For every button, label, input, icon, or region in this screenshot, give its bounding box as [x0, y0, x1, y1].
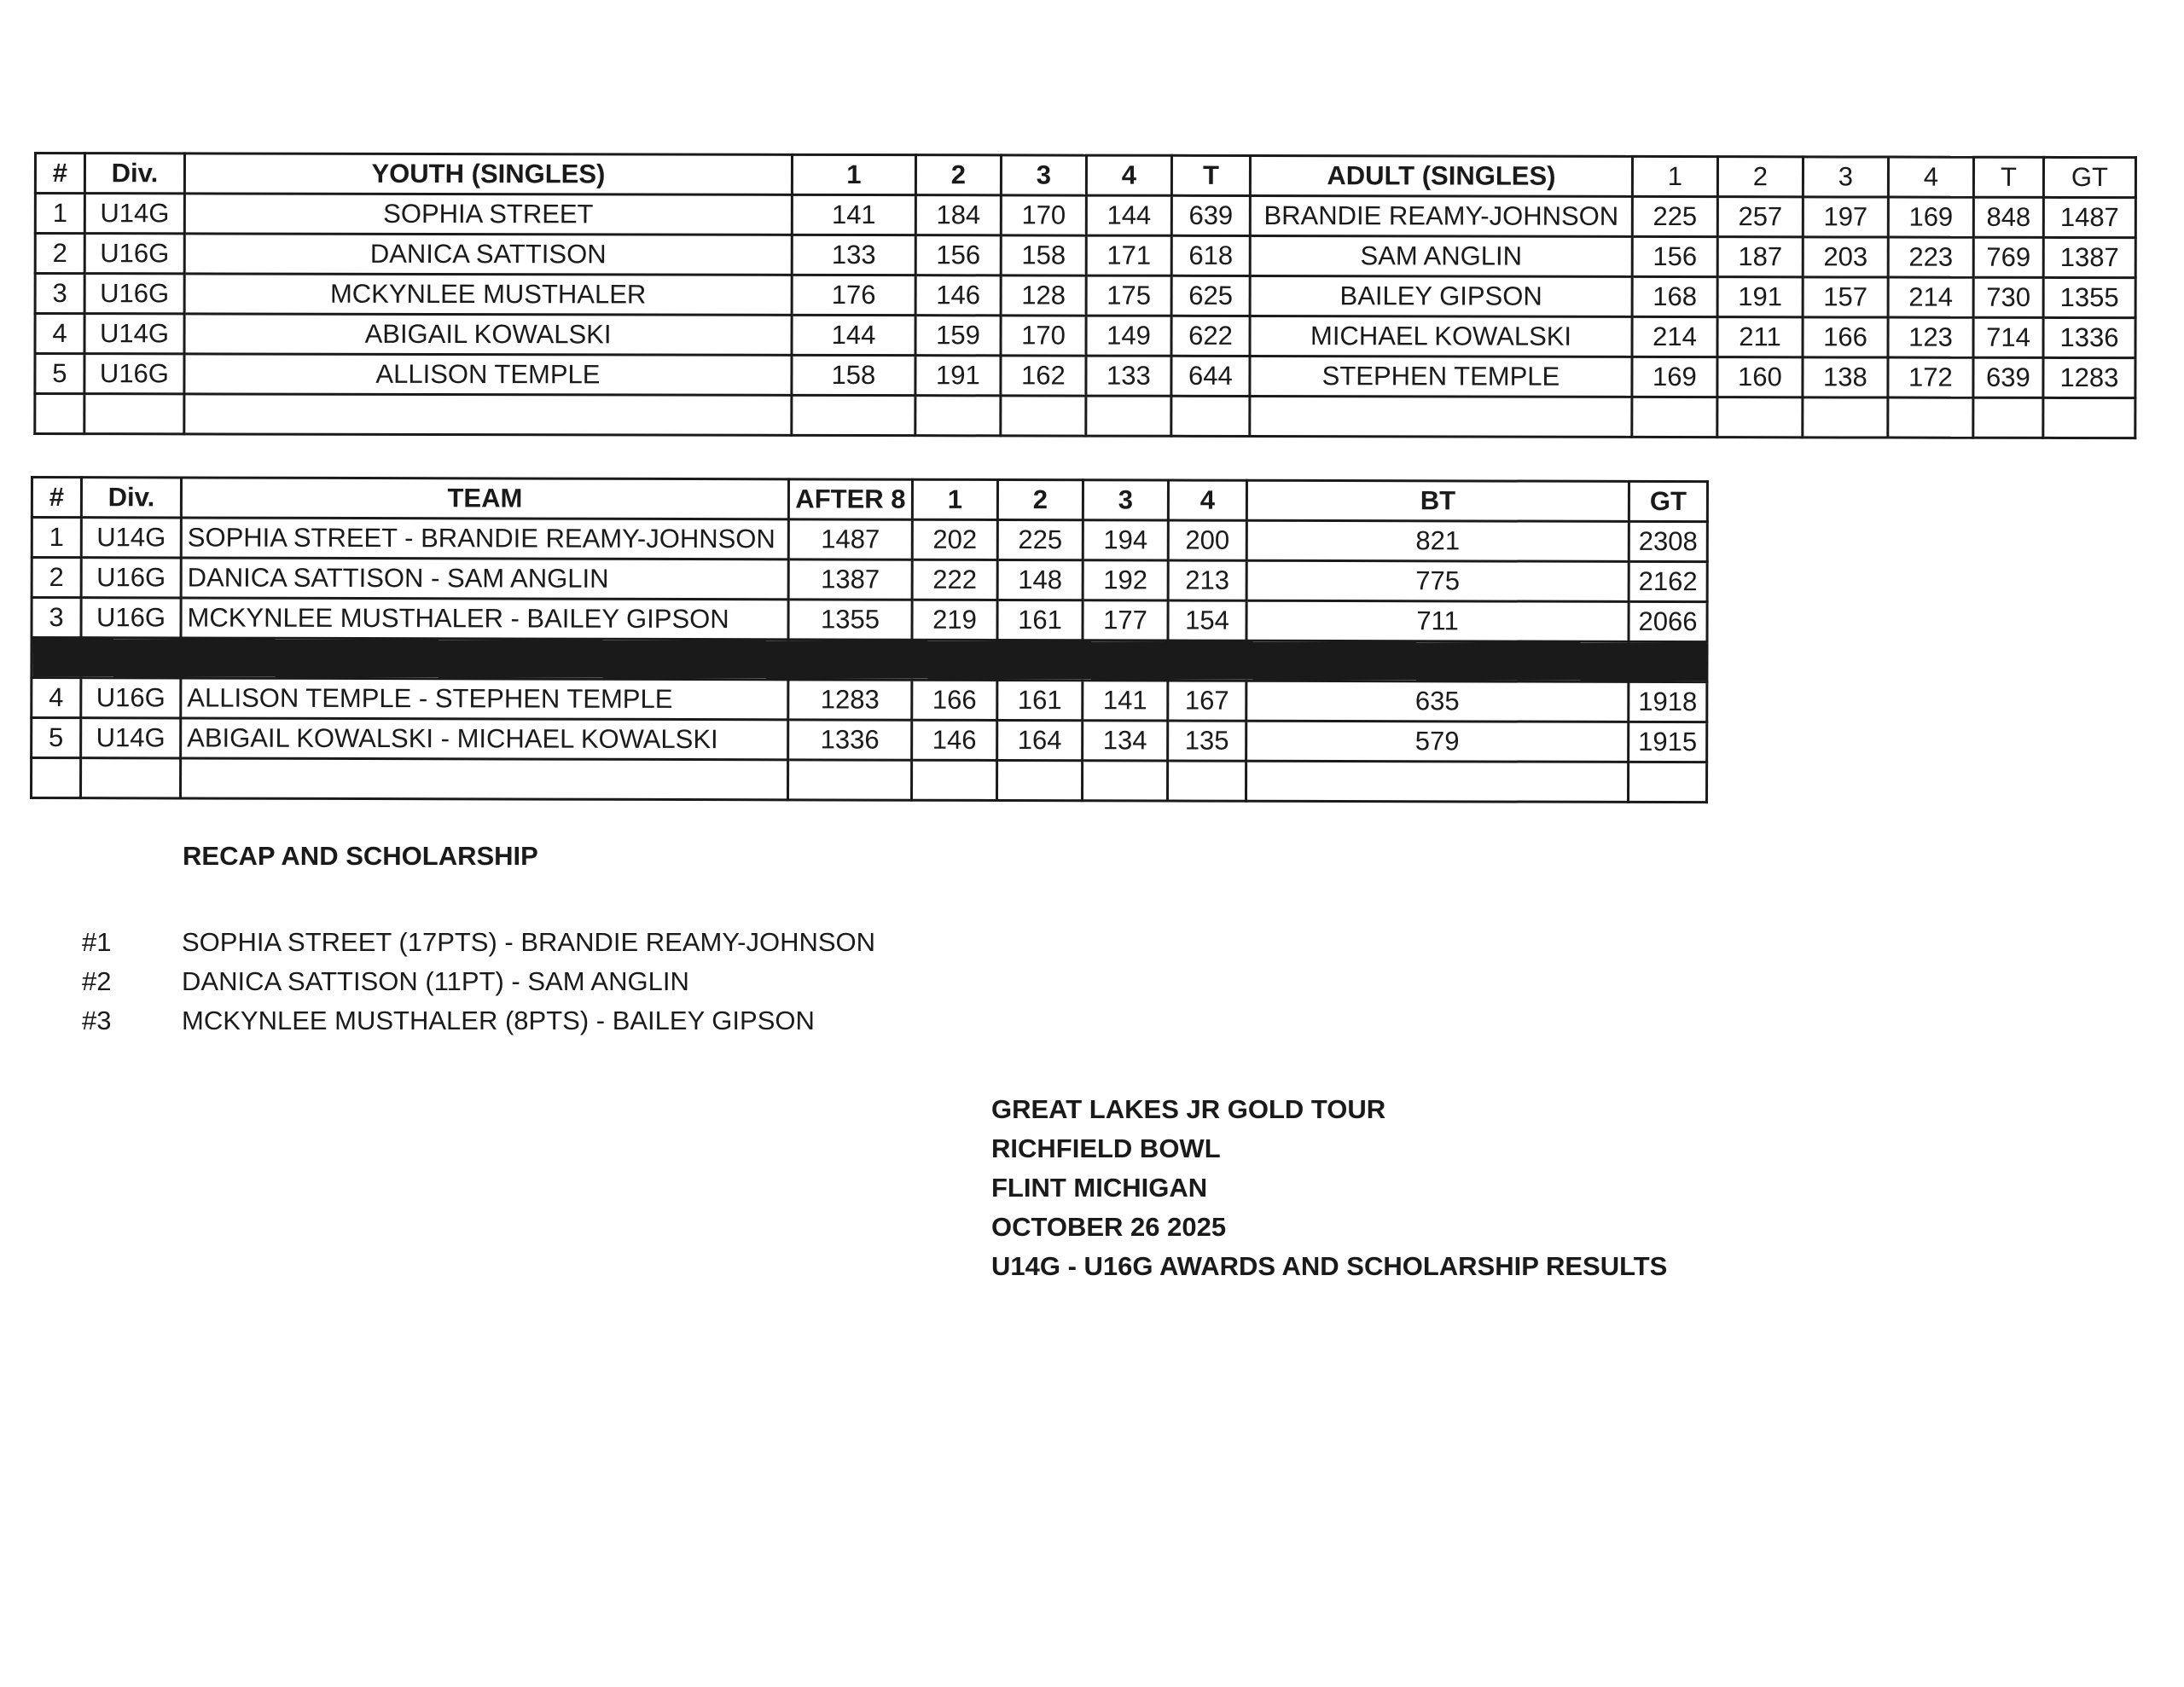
singles-cell-adult-game1: 156 — [1632, 236, 1717, 276]
team-cell-game4: 154 — [1168, 600, 1246, 641]
singles-empty-cell — [35, 394, 84, 434]
singles-cell-youth-game4: 133 — [1086, 356, 1171, 396]
team-cell-gt: 1915 — [1629, 722, 1707, 762]
event-venue: RICHFIELD BOWL — [991, 1133, 1221, 1163]
team-cell-division: U14G — [81, 518, 181, 558]
singles-empty-cell — [1803, 397, 1888, 438]
singles-cell-youth-game1: 141 — [792, 194, 915, 235]
team-empty-cell — [81, 758, 181, 798]
singles-cell-adult-name: MICHAEL KOWALSKI — [1250, 316, 1632, 357]
col-grand-total-header: GT — [2043, 157, 2135, 197]
singles-empty-cell — [915, 396, 1001, 436]
singles-cell-youth-total: 639 — [1171, 195, 1250, 235]
singles-cell-youth-game1: 133 — [792, 235, 915, 275]
singles-row — [35, 314, 2135, 358]
team-cell-game2: 161 — [997, 600, 1083, 640]
singles-cell-adult-game2: 187 — [1717, 237, 1803, 277]
team-empty-cell — [1083, 761, 1168, 801]
singles-cell-youth-game3: 170 — [1001, 316, 1086, 356]
recap-rank: #2 — [82, 966, 112, 996]
team-cell-gt: 2162 — [1629, 561, 1707, 601]
singles-cell-grand-total: 1387 — [2043, 237, 2135, 277]
singles-cell-adult-game4: 123 — [1888, 317, 1973, 357]
team-row — [32, 598, 1707, 642]
col-rank-header: # — [35, 154, 84, 194]
col-youth-game1-header: 1 — [792, 154, 915, 194]
singles-empty-cell — [1001, 396, 1086, 436]
team-col-gt-header: GT — [1629, 481, 1707, 521]
team-cell-game1: 166 — [912, 680, 997, 720]
col-adult-game1-header: 1 — [1632, 156, 1717, 196]
singles-cell-adult-game3: 166 — [1803, 317, 1888, 357]
singles-cell-adult-name: BRANDIE REAMY-JOHNSON — [1250, 195, 1632, 236]
col-adult-game2-header: 2 — [1717, 157, 1803, 197]
singles-cell-youth-game2: 184 — [915, 195, 1001, 235]
singles-cell-youth-total: 644 — [1171, 356, 1250, 396]
recap-item — [82, 923, 875, 962]
singles-cell-youth-name: SOPHIA STREET — [184, 194, 792, 235]
col-youth-game3-header: 3 — [1001, 155, 1086, 195]
singles-cell-adult-total: 730 — [1973, 277, 2043, 317]
singles-cell-rank: 5 — [35, 354, 84, 394]
recap-rank: #3 — [82, 1006, 112, 1035]
event-date: OCTOBER 26 2025 — [991, 1212, 1227, 1242]
team-cell-bt: 775 — [1246, 560, 1629, 601]
team-cell-game2: 164 — [997, 720, 1083, 760]
singles-cell-adult-total: 714 — [1973, 317, 2043, 357]
singles-cell-adult-game1: 169 — [1632, 357, 1717, 397]
team-empty-cell — [788, 760, 912, 800]
singles-row — [35, 234, 2135, 278]
singles-empty-cell — [84, 394, 184, 434]
singles-cell-youth-game4: 175 — [1086, 275, 1171, 316]
singles-empty-cell — [1888, 397, 1973, 438]
singles-empty-cell — [1250, 396, 1632, 437]
cutoff-divider-cell — [32, 638, 1707, 682]
team-body — [32, 518, 1708, 803]
team-cell-game2: 161 — [997, 680, 1083, 720]
team-cell-game3: 134 — [1083, 721, 1168, 761]
team-col-game3-header: 3 — [1083, 480, 1168, 520]
team-cell-game4: 213 — [1168, 560, 1246, 600]
singles-cell-grand-total: 1487 — [2043, 197, 2135, 237]
team-cell-after8: 1355 — [788, 600, 912, 640]
singles-cell-rank: 3 — [35, 274, 84, 314]
singles-cell-youth-game3: 128 — [1001, 275, 1086, 316]
singles-cell-youth-game2: 159 — [915, 316, 1001, 356]
team-cell-after8: 1336 — [788, 720, 912, 760]
team-col-after8-header: AFTER 8 — [788, 479, 912, 519]
singles-row — [35, 274, 2135, 318]
team-row — [32, 518, 1707, 562]
team-col-game2-header: 2 — [997, 479, 1083, 519]
singles-cell-youth-name: ALLISON TEMPLE — [184, 354, 792, 395]
singles-cell-adult-name: STEPHEN TEMPLE — [1250, 356, 1632, 397]
team-cell-team-name: ALLISON TEMPLE - STEPHEN TEMPLE — [181, 678, 788, 720]
team-empty-cell — [32, 758, 81, 798]
team-cell-game1: 146 — [912, 720, 997, 760]
singles-cell-youth-game1: 176 — [792, 275, 915, 315]
singles-cell-adult-game1: 225 — [1632, 196, 1717, 236]
singles-cell-division: U16G — [84, 354, 184, 394]
cutoff-divider-bar — [32, 638, 1707, 682]
team-cell-division: U16G — [81, 678, 181, 718]
team-cell-team-name: ABIGAIL KOWALSKI - MICHAEL KOWALSKI — [181, 718, 788, 760]
col-adult-header: ADULT (SINGLES) — [1250, 155, 1632, 196]
singles-cell-youth-game3: 162 — [1001, 356, 1086, 396]
singles-cell-youth-total: 622 — [1171, 316, 1250, 356]
team-cell-game4: 200 — [1168, 520, 1246, 560]
singles-cell-rank: 1 — [35, 194, 84, 234]
team-cell-game1: 202 — [912, 519, 997, 559]
singles-cell-adult-game1: 168 — [1632, 276, 1717, 316]
singles-cell-adult-game3: 157 — [1803, 277, 1888, 317]
singles-cell-adult-game2: 257 — [1717, 197, 1803, 237]
singles-cell-grand-total: 1283 — [2043, 357, 2135, 397]
team-cell-game2: 148 — [997, 559, 1083, 600]
singles-empty-cell — [1171, 396, 1250, 436]
singles-cell-division: U14G — [84, 194, 184, 234]
col-youth-game4-header: 4 — [1086, 155, 1171, 195]
singles-cell-adult-name: BAILEY GIPSON — [1250, 275, 1632, 316]
singles-cell-adult-game4: 172 — [1888, 357, 1973, 397]
col-adult-game4-header: 4 — [1888, 157, 1973, 197]
team-col-bt-header: BT — [1246, 480, 1629, 521]
singles-empty-cell — [1086, 396, 1171, 436]
team-cell-game4: 167 — [1168, 681, 1246, 721]
team-cell-game3: 177 — [1083, 600, 1168, 641]
singles-cell-youth-game4: 149 — [1086, 316, 1171, 356]
singles-cell-division: U14G — [84, 314, 184, 354]
singles-results-table — [33, 152, 2137, 439]
singles-cell-youth-game4: 144 — [1086, 195, 1171, 235]
singles-cell-division: U16G — [84, 274, 184, 314]
team-empty-cell — [912, 760, 997, 800]
team-cell-after8: 1283 — [788, 680, 912, 720]
team-col-rank-header: # — [32, 478, 81, 518]
singles-cell-adult-game3: 197 — [1803, 197, 1888, 237]
team-cell-rank: 5 — [32, 718, 81, 758]
team-cell-team-name: DANICA SATTISON - SAM ANGLIN — [181, 558, 788, 600]
team-cell-division: U14G — [81, 718, 181, 758]
singles-cell-adult-game3: 138 — [1803, 357, 1888, 397]
singles-cell-adult-game2: 211 — [1717, 317, 1803, 357]
team-empty-row — [32, 758, 1707, 803]
col-division-header: Div. — [84, 154, 184, 194]
col-adult-game3-header: 3 — [1803, 157, 1888, 197]
singles-cell-youth-game2: 156 — [915, 235, 1001, 275]
team-cell-rank: 4 — [32, 678, 81, 718]
singles-empty-row — [35, 394, 2135, 438]
recap-item — [82, 962, 875, 1001]
team-col-game1-header: 1 — [912, 479, 997, 519]
team-col-division-header: Div. — [81, 478, 181, 518]
col-adult-total-header: T — [1973, 157, 2043, 197]
singles-cell-division: U16G — [84, 234, 184, 274]
singles-cell-youth-game2: 146 — [915, 275, 1001, 316]
col-youth-header: YOUTH (SINGLES) — [184, 154, 792, 194]
singles-row — [35, 194, 2135, 238]
singles-cell-youth-game2: 191 — [915, 356, 1001, 396]
team-col-team-header: TEAM — [181, 478, 788, 519]
singles-cell-adult-total: 848 — [1973, 197, 2043, 237]
singles-cell-adult-game4: 223 — [1888, 237, 1973, 277]
team-cell-after8: 1387 — [788, 559, 912, 600]
team-cell-game3: 141 — [1083, 681, 1168, 721]
recap-text: SOPHIA STREET (17PTS) - BRANDIE REAMY-JOHNSON — [182, 927, 876, 957]
event-subtitle: U14G - U16G AWARDS AND SCHOLARSHIP RESULTS — [991, 1251, 1668, 1281]
team-cell-bt: 635 — [1246, 681, 1629, 722]
singles-cell-youth-game4: 171 — [1086, 235, 1171, 275]
singles-cell-youth-game1: 144 — [792, 315, 915, 355]
team-empty-cell — [1168, 761, 1246, 801]
col-youth-total-header: T — [1171, 155, 1250, 195]
singles-cell-adult-game2: 191 — [1717, 277, 1803, 317]
singles-empty-cell — [2043, 397, 2135, 438]
team-cell-after8: 1487 — [788, 519, 912, 559]
team-cell-bt: 821 — [1246, 520, 1629, 561]
singles-cell-adult-game3: 203 — [1803, 237, 1888, 277]
singles-cell-youth-total: 625 — [1171, 275, 1250, 316]
team-row — [32, 558, 1707, 602]
singles-cell-youth-game1: 158 — [792, 355, 915, 395]
team-cell-game4: 135 — [1168, 721, 1246, 761]
singles-empty-cell — [792, 395, 915, 435]
singles-empty-cell — [184, 394, 792, 435]
recap-rank: #1 — [82, 927, 112, 957]
team-cell-bt: 579 — [1246, 721, 1629, 762]
recap-item — [82, 1001, 875, 1041]
team-cell-game1: 222 — [912, 559, 997, 600]
team-cell-gt: 2308 — [1629, 521, 1707, 561]
singles-cell-adult-game4: 214 — [1888, 277, 1973, 317]
team-cell-division: U16G — [81, 558, 181, 598]
singles-empty-cell — [1973, 397, 2043, 438]
singles-cell-adult-name: SAM ANGLIN — [1250, 235, 1632, 276]
team-empty-cell — [1629, 762, 1707, 802]
singles-cell-adult-game2: 160 — [1717, 357, 1803, 397]
singles-cell-rank: 4 — [35, 314, 84, 354]
singles-cell-adult-total: 639 — [1973, 357, 2043, 397]
team-empty-cell — [1246, 761, 1629, 802]
singles-cell-adult-total: 769 — [1973, 237, 2043, 277]
team-cell-game3: 194 — [1083, 520, 1168, 560]
recap-text: DANICA SATTISON (11PT) - SAM ANGLIN — [182, 966, 689, 996]
team-results-table — [30, 476, 1709, 803]
recap-list — [82, 923, 875, 1041]
singles-cell-adult-game4: 169 — [1888, 197, 1973, 237]
team-cell-team-name: MCKYNLEE MUSTHALER - BAILEY GIPSON — [181, 598, 788, 640]
team-header-row — [32, 478, 1707, 522]
singles-empty-cell — [1717, 397, 1803, 438]
singles-body — [35, 194, 2136, 438]
team-cell-rank: 2 — [32, 558, 81, 598]
event-city: FLINT MICHIGAN — [991, 1173, 1208, 1203]
singles-cell-grand-total: 1336 — [2043, 317, 2135, 357]
team-row — [32, 718, 1707, 762]
team-cell-division: U16G — [81, 598, 181, 638]
team-cell-game3: 192 — [1083, 560, 1168, 600]
recap-text: MCKYNLEE MUSTHALER (8PTS) - BAILEY GIPSON — [182, 1006, 815, 1035]
event-info — [991, 1090, 1667, 1286]
team-cell-bt: 711 — [1246, 600, 1629, 641]
team-cell-rank: 3 — [32, 598, 81, 638]
singles-cell-youth-game3: 158 — [1001, 235, 1086, 275]
team-cell-gt: 2066 — [1629, 601, 1707, 641]
singles-cell-adult-game1: 214 — [1632, 316, 1717, 357]
team-empty-cell — [181, 758, 788, 800]
singles-empty-cell — [1632, 397, 1717, 437]
team-cell-team-name: SOPHIA STREET - BRANDIE REAMY-JOHNSON — [181, 518, 788, 559]
col-youth-game2-header: 2 — [915, 155, 1001, 195]
singles-cell-youth-name: MCKYNLEE MUSTHALER — [184, 274, 792, 315]
singles-cell-youth-total: 618 — [1171, 235, 1250, 275]
singles-cell-rank: 2 — [35, 234, 84, 274]
recap-title: RECAP AND SCHOLARSHIP — [183, 841, 538, 871]
team-empty-cell — [997, 760, 1083, 800]
team-col-game4-header: 4 — [1168, 480, 1246, 520]
singles-cell-youth-name: DANICA SATTISON — [184, 234, 792, 275]
singles-cell-youth-game3: 170 — [1001, 195, 1086, 235]
team-cell-gt: 1918 — [1629, 681, 1707, 722]
singles-row — [35, 354, 2135, 398]
team-cell-game2: 225 — [997, 519, 1083, 559]
singles-cell-youth-name: ABIGAIL KOWALSKI — [184, 314, 792, 355]
singles-header-row — [35, 154, 2135, 198]
team-cell-rank: 1 — [32, 518, 81, 558]
team-row — [32, 678, 1707, 722]
team-cell-game1: 219 — [912, 600, 997, 640]
event-tour-name: GREAT LAKES JR GOLD TOUR — [991, 1094, 1386, 1124]
singles-cell-grand-total: 1355 — [2043, 277, 2135, 317]
